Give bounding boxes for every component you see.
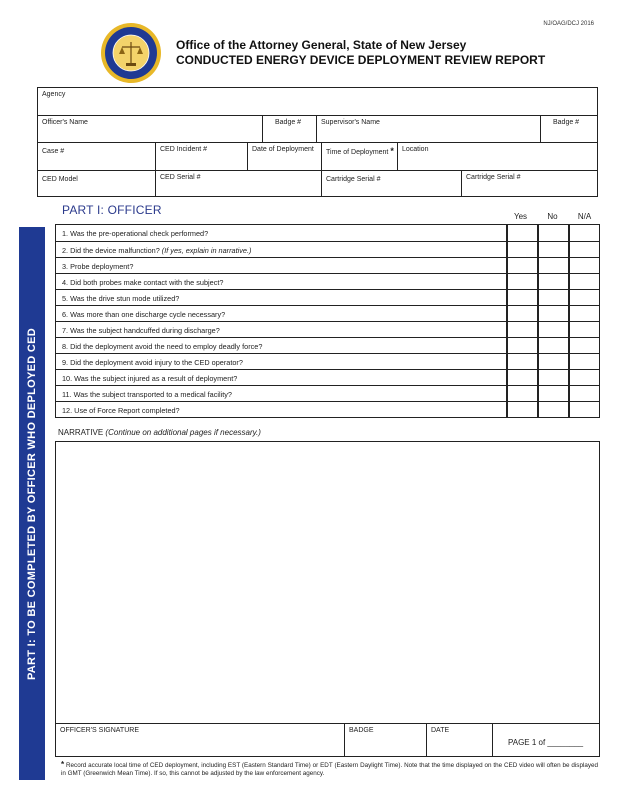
question-text: 8. Did the deployment avoid the need to employ deadly force?: [62, 342, 263, 351]
time-of-deployment-field[interactable]: [321, 143, 397, 170]
cartridge-serial-1-field[interactable]: Cartridge Serial #: [321, 171, 461, 197]
no-checkbox[interactable]: [537, 322, 568, 337]
question-text: 10. Was the subject injured as a result of deployment?: [62, 374, 238, 383]
no-checkbox[interactable]: [537, 258, 568, 273]
yes-checkbox[interactable]: [506, 402, 537, 417]
yes-checkbox[interactable]: [506, 338, 537, 353]
signature-row: [55, 724, 600, 757]
yes-checkbox[interactable]: [506, 322, 537, 337]
page-number: PAGE 1 of ________: [508, 738, 584, 747]
question-text: 1. Was the pre-operational check performed?: [62, 229, 209, 238]
na-checkbox[interactable]: [568, 354, 599, 369]
question-text: 6. Was more than one discharge cycle necessary?: [62, 310, 226, 319]
question-row: [56, 289, 599, 305]
yes-checkbox[interactable]: [506, 258, 537, 273]
officer-signature-field[interactable]: OFFICER'S SIGNATURE: [60, 727, 139, 734]
part-1-title: PART I: OFFICER: [62, 203, 162, 217]
supervisors-name-field[interactable]: Supervisor's Name: [316, 116, 540, 142]
footnote-text: Record accurate local time of CED deployment, including EST (Eastern Standard Time) or EDT (Eastern Daylight Time). Note that the time displayed on the CED video will often be displayed in GMT (Greenwich Mean Time). If so, this cannot be adjusted by the law enforcement agency.: [61, 762, 599, 777]
ced-serial-field[interactable]: CED Serial #: [155, 171, 321, 197]
question-row: [56, 257, 599, 273]
ced-incident-field[interactable]: CED Incident #: [155, 143, 247, 170]
na-checkbox[interactable]: [568, 290, 599, 305]
equipment-row: [38, 170, 597, 197]
signature-badge-field[interactable]: BADGE: [344, 724, 426, 756]
supervisor-badge-field[interactable]: Badge #: [540, 116, 598, 142]
officer-row: [38, 115, 597, 142]
question-text: 3. Probe deployment?: [62, 262, 134, 271]
no-checkbox[interactable]: [537, 225, 568, 241]
agency-row: [38, 88, 597, 115]
footnote-asterisk: *: [61, 760, 65, 769]
question-text: 5. Was the drive stun mode utilized?: [62, 294, 180, 303]
question-row: [56, 385, 599, 401]
form-code: NJ/OAG/DCJ 2016: [543, 21, 594, 27]
na-checkbox[interactable]: [568, 370, 599, 385]
na-checkbox[interactable]: [568, 306, 599, 321]
question-text: 11. Was the subject transported to a medical facility?: [62, 390, 232, 399]
report-title: CONDUCTED ENERGY DEVICE DEPLOYMENT REVIEW REPORT: [176, 53, 546, 67]
part-1-side-bar: [19, 227, 45, 780]
case-field[interactable]: Case #: [42, 148, 65, 155]
office-title: Office of the Attorney General, State of New Jersey: [176, 38, 467, 52]
na-checkbox[interactable]: [568, 386, 599, 401]
part-1-side-label: PART I: TO BE COMPLETED BY OFFICER WHO DEPLOYED CED: [26, 327, 38, 680]
no-checkbox[interactable]: [537, 306, 568, 321]
question-row: [56, 337, 599, 353]
na-checkbox[interactable]: [568, 402, 599, 417]
question-row: [56, 321, 599, 337]
question-text: 9. Did the deployment avoid injury to the CED operator?: [62, 358, 243, 367]
deployment-row: [38, 142, 597, 170]
narrative-label: NARRATIVE (Continue on additional pages if necessary.): [58, 428, 261, 437]
na-checkbox[interactable]: [568, 242, 599, 257]
case-info-box: [37, 87, 598, 197]
no-checkbox[interactable]: [537, 402, 568, 417]
no-checkbox[interactable]: [537, 386, 568, 401]
col-yes-header: Yes: [513, 212, 528, 221]
yes-checkbox[interactable]: [506, 370, 537, 385]
question-text: 2. Did the device malfunction? (If yes, explain in narrative.): [62, 246, 252, 255]
yes-checkbox[interactable]: [506, 386, 537, 401]
question-row: [56, 273, 599, 289]
yes-checkbox[interactable]: [506, 306, 537, 321]
yes-checkbox[interactable]: [506, 290, 537, 305]
officers-name-field[interactable]: Officer's Name: [42, 119, 88, 126]
question-row: [56, 353, 599, 369]
questions-table: [55, 224, 600, 418]
yes-checkbox[interactable]: [506, 354, 537, 369]
na-checkbox[interactable]: [568, 258, 599, 273]
no-checkbox[interactable]: [537, 290, 568, 305]
question-row: [56, 305, 599, 321]
question-text: 4. Did both probes make contact with the subject?: [62, 278, 224, 287]
narrative-textarea[interactable]: [55, 441, 600, 724]
time-asterisk: *: [390, 146, 394, 156]
no-checkbox[interactable]: [537, 242, 568, 257]
location-field[interactable]: Location: [397, 143, 598, 170]
agency-field[interactable]: Agency: [42, 91, 66, 98]
na-checkbox[interactable]: [568, 225, 599, 241]
nj-attorney-general-seal-icon: [100, 22, 162, 84]
no-checkbox[interactable]: [537, 338, 568, 353]
na-checkbox[interactable]: [568, 274, 599, 289]
yes-checkbox[interactable]: [506, 225, 537, 241]
na-checkbox[interactable]: [568, 338, 599, 353]
no-checkbox[interactable]: [537, 274, 568, 289]
na-checkbox[interactable]: [568, 322, 599, 337]
yes-checkbox[interactable]: [506, 274, 537, 289]
question-row: [56, 369, 599, 385]
yes-checkbox[interactable]: [506, 242, 537, 257]
date-of-deployment-field[interactable]: Date of Deployment: [247, 143, 321, 170]
question-row: [56, 401, 599, 417]
signature-date-field[interactable]: DATE: [426, 724, 492, 756]
no-checkbox[interactable]: [537, 354, 568, 369]
question-row: [56, 225, 599, 241]
time-footnote: [61, 761, 598, 778]
time-of-deployment-label: Time of Deployment: [326, 149, 389, 156]
badge-field[interactable]: Badge #: [262, 116, 316, 142]
question-row: [56, 241, 599, 257]
col-na-header: N/A: [577, 212, 592, 221]
no-checkbox[interactable]: [537, 370, 568, 385]
question-text: 7. Was the subject handcuffed during discharge?: [62, 326, 220, 335]
ced-model-field[interactable]: CED Model: [42, 176, 78, 183]
cartridge-serial-2-field[interactable]: Cartridge Serial #: [461, 171, 598, 197]
col-no-header: No: [547, 212, 558, 221]
question-text: 12. Use of Force Report completed?: [62, 406, 180, 415]
